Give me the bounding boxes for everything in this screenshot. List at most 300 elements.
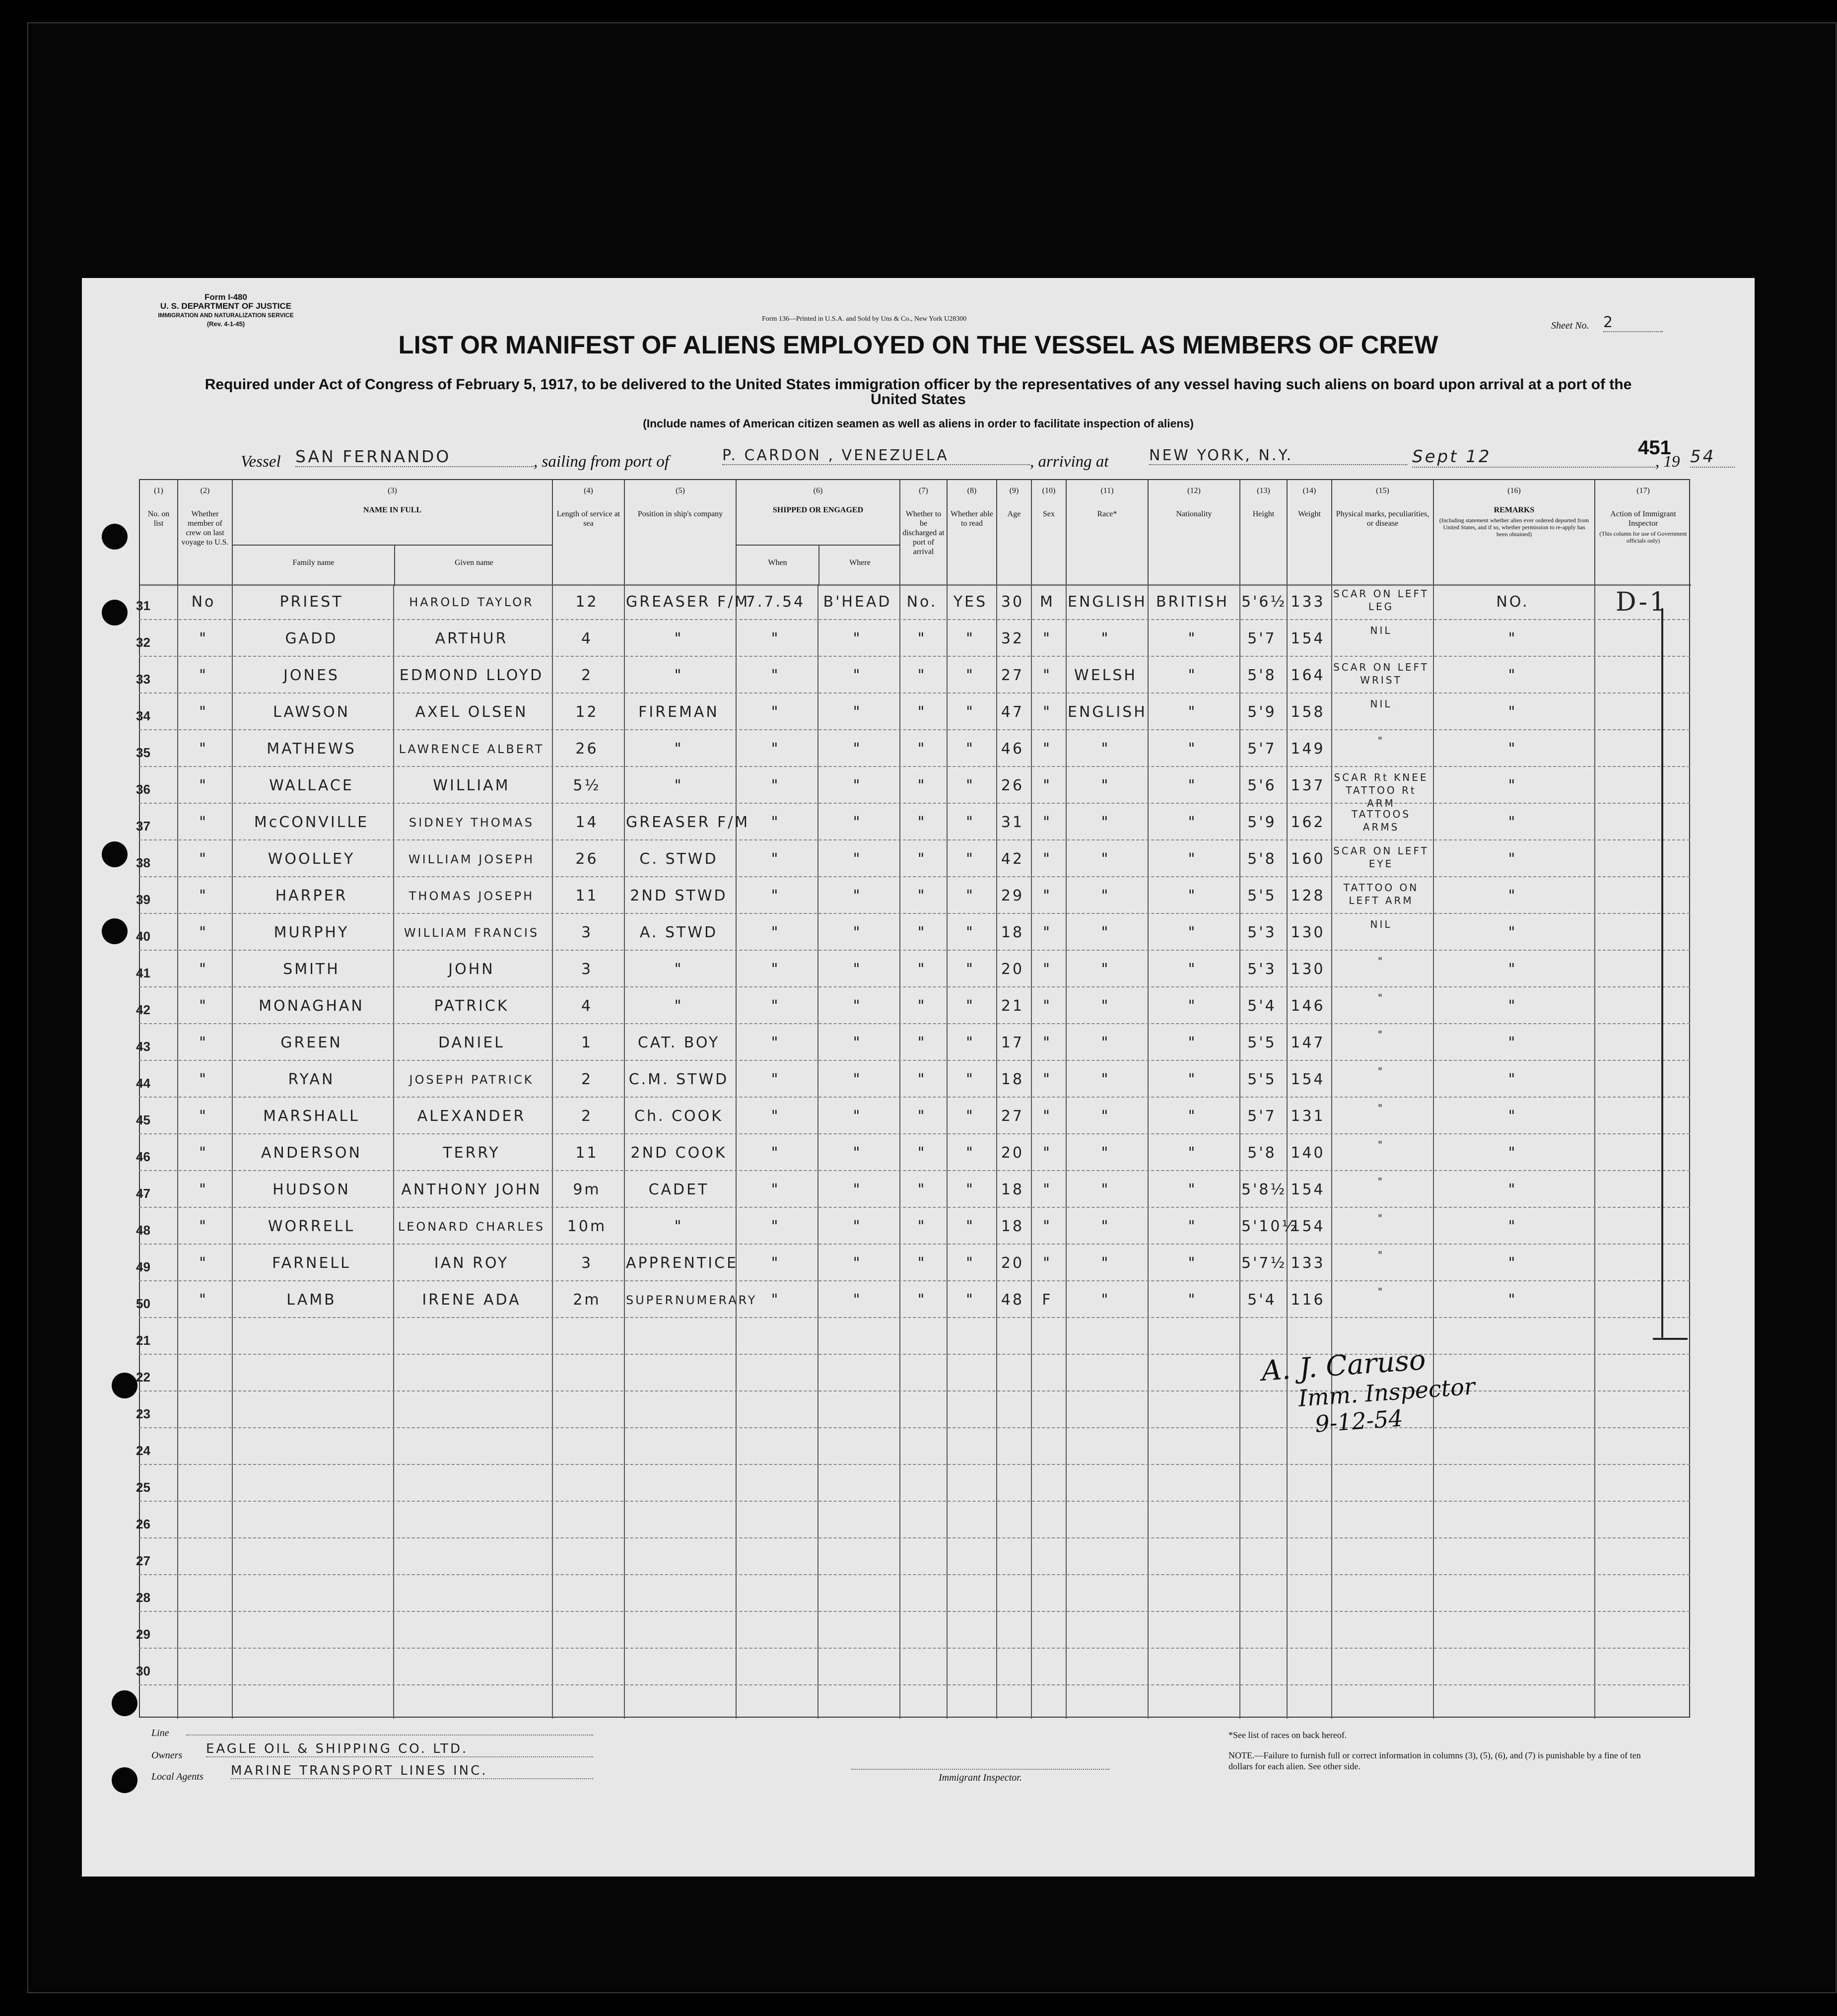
cell-sex: " bbox=[1043, 850, 1052, 868]
cell-sex: " bbox=[1043, 1181, 1052, 1198]
cell-marks: NIL bbox=[1370, 625, 1392, 636]
column-header bbox=[177, 480, 232, 584]
table-row bbox=[136, 840, 1690, 877]
cell-weight: 130 bbox=[1291, 961, 1325, 978]
cell-nationality: " bbox=[1188, 1181, 1197, 1198]
cell-read: " bbox=[966, 777, 975, 794]
cell-position: " bbox=[674, 1218, 683, 1235]
punch-hole bbox=[102, 524, 128, 550]
cell-given: WILLIAM bbox=[433, 777, 510, 794]
arrival-date: Sept 12 bbox=[1412, 447, 1655, 468]
arrival-year: 54 bbox=[1690, 447, 1735, 468]
cell-nationality: " bbox=[1188, 1034, 1197, 1051]
cell-position: Ch. COOK bbox=[634, 1108, 723, 1125]
cell-position: 2ND COOK bbox=[630, 1144, 727, 1162]
column-header bbox=[899, 480, 947, 584]
cell-marks: " bbox=[1377, 1139, 1385, 1151]
cell-nationality: " bbox=[1188, 630, 1197, 647]
cell-family: LAWSON bbox=[272, 703, 350, 721]
instructions-note: (Include names of American citizen seamen as well as aliens in order to facilitate inspection of aliens) bbox=[643, 417, 1194, 430]
cell-nationality: BRITISH bbox=[1156, 593, 1229, 611]
column-number: (7) bbox=[919, 487, 928, 495]
table-row bbox=[136, 877, 1690, 914]
cell-read: " bbox=[966, 997, 975, 1015]
cell-service: 4 bbox=[581, 997, 593, 1015]
cell-weight: 146 bbox=[1291, 997, 1325, 1015]
cell-height: 5'8 bbox=[1247, 850, 1277, 868]
cell-discharge: " bbox=[917, 961, 927, 978]
cell-family: MATHEWS bbox=[267, 740, 356, 758]
cell-remarks: " bbox=[1508, 887, 1517, 904]
column-header bbox=[1594, 480, 1691, 584]
cell-action: D-1 bbox=[1615, 587, 1668, 617]
cell-read: YES bbox=[953, 593, 988, 611]
row-number: 25 bbox=[136, 1480, 150, 1495]
cell-nationality: " bbox=[1188, 1071, 1197, 1088]
cell-read: " bbox=[966, 667, 975, 684]
cell-where: " bbox=[853, 1291, 862, 1309]
cell-remarks: " bbox=[1508, 961, 1517, 978]
cell-weight: 162 bbox=[1291, 814, 1325, 831]
cell-remarks: " bbox=[1508, 1218, 1517, 1235]
cell-family: MARSHALL bbox=[263, 1108, 360, 1125]
cell-family: SMITH bbox=[283, 961, 340, 978]
cell-family: WORRELL bbox=[268, 1218, 355, 1235]
cell-age: 42 bbox=[1001, 850, 1024, 868]
cell-position: C. STWD bbox=[639, 850, 718, 868]
races-note: *See list of races on back hereof. bbox=[1228, 1730, 1347, 1740]
cell-age: 18 bbox=[1001, 1071, 1024, 1088]
cell-discharge: " bbox=[917, 1291, 927, 1309]
port-to: NEW YORK, N.Y. bbox=[1149, 447, 1407, 465]
cell-marks: " bbox=[1377, 1029, 1385, 1041]
cell-service: 26 bbox=[575, 740, 599, 758]
cell-nationality: " bbox=[1188, 1218, 1197, 1235]
cell-weight: 154 bbox=[1291, 1181, 1325, 1198]
cell-service: 26 bbox=[575, 850, 599, 868]
cell-remarks: " bbox=[1508, 1108, 1517, 1125]
table-row bbox=[136, 1208, 1690, 1245]
cell-service: 5½ bbox=[573, 777, 601, 794]
column-label: Action of Immigrant Inspector bbox=[1610, 510, 1676, 528]
cell-sex: " bbox=[1043, 961, 1052, 978]
cell-height: 5'7 bbox=[1247, 630, 1277, 647]
column-label: Whether able to read bbox=[951, 510, 993, 528]
cell-nationality: " bbox=[1188, 703, 1197, 721]
cell-service: 2 bbox=[581, 1108, 593, 1125]
cell-prev: " bbox=[199, 1071, 208, 1088]
cell-where: " bbox=[853, 740, 862, 758]
sheet-number: 2 bbox=[1603, 314, 1663, 332]
cell-discharge: " bbox=[917, 924, 927, 941]
cell-where: " bbox=[853, 961, 862, 978]
punch-hole bbox=[112, 1767, 137, 1793]
cell-position: GREASER F/M bbox=[626, 593, 750, 611]
cell-nationality: " bbox=[1188, 961, 1197, 978]
column-number: (4) bbox=[584, 487, 593, 495]
column-header bbox=[947, 480, 996, 584]
inspector-subnote: (This column for use of Government officials only) bbox=[1599, 530, 1687, 544]
cell-service: 2m bbox=[573, 1291, 601, 1309]
cell-sex: " bbox=[1043, 630, 1052, 647]
cell-weight: 147 bbox=[1291, 1034, 1325, 1051]
cell-marks: TATTOO ON LEFT ARM bbox=[1343, 882, 1419, 906]
cell-service: 3 bbox=[581, 924, 593, 941]
cell-discharge: " bbox=[917, 1254, 927, 1272]
cell-height: 5'7 bbox=[1247, 1108, 1277, 1125]
cell-service: 12 bbox=[575, 593, 599, 611]
cell-discharge: " bbox=[917, 1181, 927, 1198]
column-number: (6) bbox=[813, 487, 823, 495]
cell-where: " bbox=[853, 1218, 862, 1235]
table-row bbox=[136, 1502, 1690, 1538]
cell-prev: " bbox=[199, 703, 208, 721]
cell-prev: " bbox=[199, 1108, 208, 1125]
column-label: Position in ship's company bbox=[637, 510, 723, 518]
row-number: 44 bbox=[136, 1076, 150, 1091]
row-number: 35 bbox=[136, 745, 150, 760]
signature-title: Imm. Inspector bbox=[1297, 1373, 1476, 1412]
table-row bbox=[136, 1245, 1690, 1281]
cell-sex: " bbox=[1043, 997, 1052, 1015]
cell-when: " bbox=[771, 1071, 780, 1088]
immigrant-inspector-label: Immigrant Inspector. bbox=[939, 1772, 1022, 1783]
cell-race: " bbox=[1101, 1291, 1110, 1309]
cell-when: " bbox=[771, 630, 780, 647]
cell-when: " bbox=[771, 703, 780, 721]
cell-marks: SCAR ON LEFT WRIST bbox=[1333, 661, 1429, 686]
column-header bbox=[1148, 480, 1239, 584]
cell-sex: " bbox=[1043, 887, 1052, 904]
cell-family: McCONVILLE bbox=[254, 814, 369, 831]
cell-remarks: " bbox=[1508, 814, 1517, 831]
cell-age: 18 bbox=[1001, 924, 1024, 941]
column-label: Weight bbox=[1298, 510, 1321, 518]
row-number: 26 bbox=[136, 1517, 150, 1531]
cell-sex: " bbox=[1043, 1254, 1052, 1272]
vessel-line bbox=[241, 447, 1735, 477]
cell-when: " bbox=[771, 740, 780, 758]
cell-service: 3 bbox=[581, 961, 593, 978]
cell-position: A. STWD bbox=[639, 924, 718, 941]
cell-discharge: " bbox=[917, 1034, 927, 1051]
page-title: LIST OR MANIFEST OF ALIENS EMPLOYED ON THE VESSEL AS MEMBERS OF CREW bbox=[398, 331, 1438, 359]
row-number: 21 bbox=[136, 1333, 150, 1348]
cell-weight: 130 bbox=[1291, 924, 1325, 941]
cell-remarks: " bbox=[1508, 850, 1517, 868]
row-number: 36 bbox=[136, 782, 150, 797]
vessel-name: SAN FERNANDO bbox=[295, 447, 534, 467]
cell-discharge: " bbox=[917, 850, 927, 868]
cell-given: WILLIAM FRANCIS bbox=[404, 926, 540, 940]
cell-weight: 158 bbox=[1291, 703, 1325, 721]
cell-sex: " bbox=[1043, 924, 1052, 941]
cell-position: FIREMAN bbox=[638, 703, 719, 721]
cell-marks: " bbox=[1377, 1065, 1385, 1077]
table-row bbox=[136, 620, 1690, 657]
column-number: (16) bbox=[1507, 487, 1521, 495]
cell-where: " bbox=[853, 1034, 862, 1051]
action-bracket-line bbox=[1661, 608, 1663, 1338]
cell-remarks: " bbox=[1508, 1254, 1517, 1272]
cell-given: LEONARD CHARLES bbox=[398, 1220, 545, 1234]
table-row bbox=[136, 987, 1690, 1024]
table-row bbox=[136, 1538, 1690, 1575]
cell-where: " bbox=[853, 1071, 862, 1088]
cell-discharge: " bbox=[917, 1071, 927, 1088]
cell-when: " bbox=[771, 814, 780, 831]
cell-weight: 133 bbox=[1291, 1254, 1325, 1272]
row-number: 27 bbox=[136, 1553, 150, 1568]
cell-nationality: " bbox=[1188, 924, 1197, 941]
cell-given: PATRICK bbox=[434, 997, 509, 1015]
cell-age: 48 bbox=[1001, 1291, 1024, 1309]
row-number: 22 bbox=[136, 1370, 150, 1385]
where-header: Where bbox=[818, 546, 900, 585]
cell-prev: " bbox=[199, 1254, 208, 1272]
cell-where: " bbox=[853, 997, 862, 1015]
manifest-page bbox=[82, 278, 1755, 1877]
row-number: 29 bbox=[136, 1627, 150, 1642]
cell-weight: 154 bbox=[1291, 1071, 1325, 1088]
cell-read: " bbox=[966, 924, 975, 941]
cell-when: " bbox=[771, 1291, 780, 1309]
cell-marks: " bbox=[1377, 955, 1385, 967]
cell-given: ANTHONY JOHN bbox=[401, 1181, 542, 1198]
row-number: 43 bbox=[136, 1039, 150, 1054]
cell-remarks: " bbox=[1508, 667, 1517, 684]
column-header bbox=[232, 480, 552, 584]
cell-service: 9m bbox=[573, 1181, 601, 1198]
cell-given: JOSEPH PATRICK bbox=[409, 1073, 534, 1087]
cell-given: DANIEL bbox=[438, 1034, 505, 1051]
cell-family: MONAGHAN bbox=[259, 997, 364, 1015]
cell-marks: SCAR ON LEFT EYE bbox=[1333, 845, 1429, 870]
cell-height: 5'9 bbox=[1247, 814, 1277, 831]
cell-where: " bbox=[853, 630, 862, 647]
column-label: SHIPPED OR ENGAGED bbox=[772, 506, 864, 514]
cell-prev: " bbox=[199, 961, 208, 978]
cell-nationality: " bbox=[1188, 997, 1197, 1015]
cell-read: " bbox=[966, 1291, 975, 1309]
cell-sex: " bbox=[1043, 667, 1052, 684]
cell-discharge: " bbox=[917, 887, 927, 904]
cell-prev: " bbox=[199, 667, 208, 684]
cell-given: IAN ROY bbox=[434, 1254, 509, 1272]
cell-read: " bbox=[966, 1071, 975, 1088]
cell-age: 21 bbox=[1001, 997, 1024, 1015]
cell-nationality: " bbox=[1188, 850, 1197, 868]
cell-height: 5'4 bbox=[1247, 997, 1277, 1015]
cell-marks: " bbox=[1377, 1102, 1385, 1114]
cell-prev: " bbox=[199, 740, 208, 758]
cell-weight: 140 bbox=[1291, 1144, 1325, 1162]
row-number: 39 bbox=[136, 892, 150, 907]
column-number: (9) bbox=[1009, 487, 1019, 495]
column-label: Physical marks, peculiarities, or disease bbox=[1336, 510, 1429, 528]
cell-given: ALEXANDER bbox=[417, 1108, 526, 1125]
cell-marks: NIL bbox=[1370, 918, 1392, 930]
cell-weight: 131 bbox=[1291, 1108, 1325, 1125]
column-number: (15) bbox=[1376, 487, 1389, 495]
cell-discharge: " bbox=[917, 630, 927, 647]
table-row bbox=[136, 694, 1690, 730]
cell-prev: " bbox=[199, 1144, 208, 1162]
cell-read: " bbox=[966, 1034, 975, 1051]
cell-weight: 116 bbox=[1291, 1291, 1325, 1309]
row-number: 24 bbox=[136, 1443, 150, 1458]
cell-marks: SCAR ON LEFT LEG bbox=[1333, 588, 1429, 613]
row-number: 28 bbox=[136, 1590, 150, 1605]
cell-position: " bbox=[674, 777, 683, 794]
cell-read: " bbox=[966, 850, 975, 868]
cell-when: " bbox=[771, 1254, 780, 1272]
revision: (Rev. 4-1-45) bbox=[206, 320, 245, 328]
cell-weight: 160 bbox=[1291, 850, 1325, 868]
cell-height: 5'5 bbox=[1247, 1034, 1277, 1051]
cell-age: 17 bbox=[1001, 1034, 1024, 1051]
row-number: 48 bbox=[136, 1223, 150, 1238]
cell-height: 5'4 bbox=[1247, 1291, 1277, 1309]
cell-given: WILLIAM JOSEPH bbox=[408, 852, 535, 866]
cell-age: 20 bbox=[1001, 1254, 1024, 1272]
cell-discharge: " bbox=[917, 740, 927, 758]
cell-height: 5'10½ bbox=[1241, 1218, 1298, 1235]
cell-nationality: " bbox=[1188, 740, 1197, 758]
cell-when: " bbox=[771, 924, 780, 941]
cell-position: " bbox=[674, 997, 683, 1015]
cell-service: 12 bbox=[575, 703, 599, 721]
sailing-label: , sailing from port of bbox=[534, 453, 669, 471]
column-header bbox=[1066, 480, 1148, 584]
cell-position: SUPERNUMERARY bbox=[626, 1293, 757, 1307]
sheet-label: Sheet No. bbox=[1551, 320, 1589, 331]
cell-race: " bbox=[1101, 850, 1110, 868]
cell-when: " bbox=[771, 887, 780, 904]
cell-sex: F bbox=[1042, 1291, 1053, 1309]
cell-read: " bbox=[966, 1108, 975, 1125]
cell-race: " bbox=[1101, 777, 1110, 794]
cell-race: " bbox=[1101, 740, 1110, 758]
cell-family: FARNELL bbox=[272, 1254, 351, 1272]
cell-nationality: " bbox=[1188, 1144, 1197, 1162]
when-header: When bbox=[768, 558, 787, 567]
column-header bbox=[624, 480, 736, 584]
signature-name: A. J. Caruso bbox=[1260, 1343, 1427, 1388]
cell-discharge: " bbox=[917, 777, 927, 794]
cell-service: 11 bbox=[575, 1144, 599, 1162]
cell-height: 5'7 bbox=[1247, 740, 1277, 758]
cell-remarks: " bbox=[1508, 1071, 1517, 1088]
column-number: (8) bbox=[967, 487, 977, 495]
cell-age: 20 bbox=[1001, 1144, 1024, 1162]
cell-where: " bbox=[853, 1181, 862, 1198]
table-row bbox=[136, 1098, 1690, 1134]
cell-given: ARTHUR bbox=[435, 630, 508, 647]
cell-family: GADD bbox=[285, 630, 338, 647]
column-header bbox=[996, 480, 1031, 584]
cell-family: MURPHY bbox=[273, 924, 349, 941]
cell-race: " bbox=[1101, 1071, 1110, 1088]
cell-prev: " bbox=[199, 1291, 208, 1309]
table-row bbox=[136, 1428, 1690, 1465]
column-label: Height bbox=[1252, 510, 1275, 518]
cell-given: EDMOND LLOYD bbox=[399, 667, 544, 684]
cell-sex: " bbox=[1043, 814, 1052, 831]
cell-given: AXEL OLSEN bbox=[415, 703, 528, 721]
table-row bbox=[136, 1061, 1690, 1098]
column-label: Race* bbox=[1097, 510, 1117, 518]
table-row bbox=[136, 1171, 1690, 1208]
cell-service: 1 bbox=[581, 1034, 593, 1051]
cell-weight: 128 bbox=[1291, 887, 1325, 904]
row-number: 47 bbox=[136, 1186, 150, 1201]
cell-position: CAT. BOY bbox=[637, 1034, 720, 1051]
table-row bbox=[136, 804, 1690, 840]
cell-age: 20 bbox=[1001, 961, 1024, 978]
column-header bbox=[736, 480, 899, 584]
table-row bbox=[136, 767, 1690, 809]
column-label: Length of service at sea bbox=[556, 510, 620, 528]
cell-remarks: " bbox=[1508, 1034, 1517, 1051]
column-label: REMARKS bbox=[1494, 506, 1535, 514]
cell-given: IRENE ADA bbox=[422, 1291, 521, 1309]
cell-prev: " bbox=[199, 887, 208, 904]
cell-sex: " bbox=[1043, 703, 1052, 721]
cell-age: 27 bbox=[1001, 1108, 1024, 1125]
cell-family: JONES bbox=[283, 667, 340, 684]
cell-height: 5'8 bbox=[1247, 1144, 1277, 1162]
cell-marks: " bbox=[1377, 1249, 1385, 1261]
cell-prev: " bbox=[199, 1034, 208, 1051]
column-number: (1) bbox=[154, 487, 163, 495]
row-number: 45 bbox=[136, 1112, 150, 1127]
column-label: Age bbox=[1007, 510, 1021, 518]
cell-weight: 149 bbox=[1291, 740, 1325, 758]
action-end-mark bbox=[1653, 1338, 1688, 1340]
cell-when: " bbox=[771, 997, 780, 1015]
row-number: 38 bbox=[136, 855, 150, 870]
printer-line: Form 136—Printed in U.S.A. and Sold by Uns & Co., New York U28300 bbox=[762, 315, 967, 323]
cell-marks: " bbox=[1377, 1212, 1385, 1224]
cell-prev: " bbox=[199, 997, 208, 1015]
table-row bbox=[136, 1281, 1690, 1318]
column-header bbox=[1433, 480, 1594, 584]
cell-race: ENGLISH bbox=[1068, 703, 1147, 721]
cell-prev: No bbox=[191, 593, 216, 611]
cell-sex: " bbox=[1043, 1034, 1052, 1051]
cell-when: " bbox=[771, 667, 780, 684]
row-number: 34 bbox=[136, 708, 150, 723]
form-header-left bbox=[146, 293, 305, 329]
cell-discharge: " bbox=[917, 814, 927, 831]
line-label: Line bbox=[151, 1728, 169, 1738]
cell-read: " bbox=[966, 703, 975, 721]
owners-value: EAGLE OIL & SHIPPING CO. LTD. bbox=[206, 1741, 593, 1757]
cell-family: WALLACE bbox=[269, 777, 354, 794]
inspector-signature bbox=[1260, 1340, 1478, 1441]
cell-race: " bbox=[1101, 1108, 1110, 1125]
cell-discharge: No. bbox=[906, 593, 938, 611]
cell-position: " bbox=[674, 961, 683, 978]
cell-position: " bbox=[674, 740, 683, 758]
row-number: 37 bbox=[136, 819, 150, 834]
cell-remarks: " bbox=[1508, 740, 1517, 758]
cell-prev: " bbox=[199, 1181, 208, 1198]
column-header bbox=[552, 480, 624, 584]
cell-where: " bbox=[853, 1254, 862, 1272]
table-row bbox=[136, 583, 1690, 620]
